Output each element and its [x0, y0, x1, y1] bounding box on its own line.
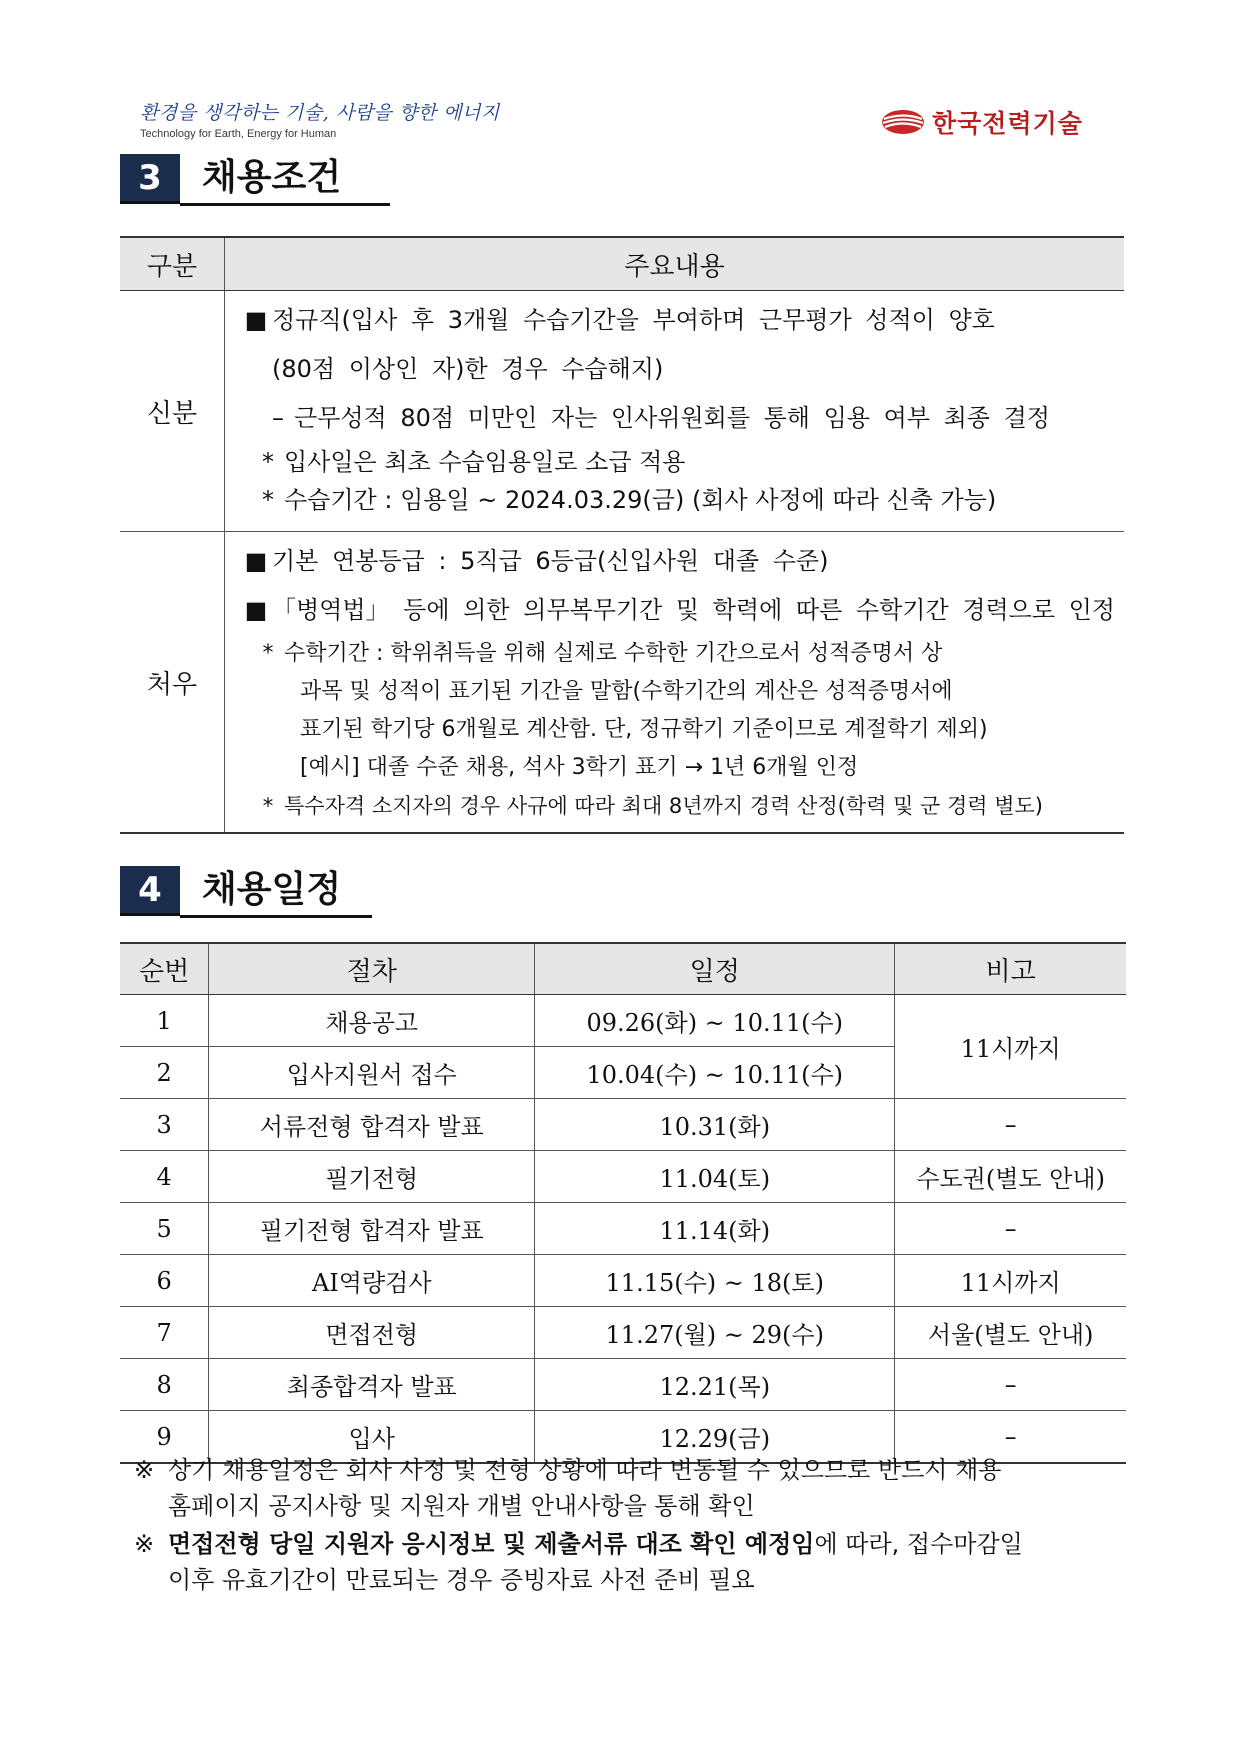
cell-date: 11.14(화)	[535, 1203, 895, 1255]
cell-remark: –	[895, 1099, 1126, 1151]
cell-date: 12.29(금)	[535, 1411, 895, 1464]
slogan-english: Technology for Earth, Energy for Human	[140, 128, 337, 140]
footnote-text: 에 따라, 접수마감일	[814, 1530, 1023, 1558]
content-line	[240, 443, 1115, 481]
content-line	[240, 296, 1115, 345]
cell-remark: 11시까지	[895, 1255, 1126, 1307]
cell-number: 6	[120, 1255, 209, 1307]
content-line	[240, 635, 1115, 673]
bullet: ■	[244, 547, 268, 575]
content-line	[240, 345, 1115, 394]
table-row	[120, 1359, 1126, 1411]
header-remark: 비고	[895, 943, 1126, 995]
footnote-bold-text: 면접전형 당일 지원자 응시정보 및 제출서류 대조 확인 예정임	[168, 1530, 815, 1558]
content-line	[240, 787, 1115, 825]
cell-remark: –	[1004, 1422, 1017, 1451]
line-text: 과목 및 성적이 표기된 기간을 말함(수학기간의 계산은 성적증명서에	[300, 679, 953, 704]
row-content	[225, 291, 1125, 532]
table-row	[120, 1255, 1126, 1307]
cell-procedure: 필기전형	[209, 1151, 535, 1203]
cell-number: 4	[120, 1151, 209, 1203]
cell-number: 8	[120, 1359, 209, 1411]
cell-number: 1	[120, 995, 209, 1047]
content-line	[240, 586, 1115, 635]
row-category: 처우	[120, 532, 225, 834]
table-header-row	[120, 943, 1126, 995]
cell-procedure: 채용공고	[209, 995, 535, 1047]
bullet: *	[262, 794, 274, 818]
footnote-1	[134, 1452, 1124, 1524]
bullet: *	[262, 486, 274, 514]
bullet: *	[262, 641, 274, 666]
line-text: 입사일은 최초 수습임용일로 소급 적용	[284, 448, 686, 476]
cell-remark: 서울(별도 안내)	[895, 1307, 1126, 1359]
cell-date: 10.31(화)	[535, 1099, 895, 1151]
cell-procedure: 서류전형 합격자 발표	[209, 1099, 535, 1151]
cell-remark: –	[895, 1203, 1126, 1255]
line-text: 표기된 학기당 6개월로 계산함. 단, 정규학기 기준이므로 계절학기 제외)	[300, 717, 988, 742]
footnote-2	[134, 1526, 1124, 1598]
cell-date: 10.04(수) ~ 10.11(수)	[535, 1047, 895, 1099]
company-logo	[880, 104, 1083, 140]
cell-number: 2	[120, 1047, 209, 1099]
header-category: 구분	[120, 237, 225, 291]
cell-procedure: AI역량검사	[209, 1255, 535, 1307]
line-text: 수학기간 : 학위취득을 위해 실제로 수학한 기간으로서 성적증명서 상	[284, 641, 943, 666]
header-date: 일정	[535, 943, 895, 995]
content-line	[240, 673, 1115, 711]
table-row	[120, 1151, 1126, 1203]
section-title: 채용조건	[180, 154, 390, 206]
content-line	[240, 711, 1115, 749]
bullet: ■	[244, 306, 268, 334]
section-4-heading	[120, 866, 372, 918]
table-row	[120, 532, 1124, 834]
cell-remark: –	[895, 1359, 1126, 1411]
section-number: 3	[120, 154, 180, 204]
table-row	[120, 995, 1126, 1047]
cell-number: 7	[120, 1307, 209, 1359]
cell-procedure: 입사지원서 접수	[209, 1047, 535, 1099]
schedule-table	[120, 942, 1126, 1464]
kepco-logo-icon	[880, 108, 926, 136]
header-content: 주요내용	[225, 237, 1125, 291]
table-row	[120, 1099, 1126, 1151]
line-text: 「병역법」 등에 의한 의무복무기간 및 학력에 따른 수학기간 경력으로 인정	[272, 596, 1115, 624]
header-procedure: 절차	[209, 943, 535, 995]
cell-date: 11.15(수) ~ 18(토)	[535, 1255, 895, 1307]
line-text: 근무성적 80점 미만인 자는 인사위원회를 통해 임용 여부 최종 결정	[294, 404, 1050, 432]
conditions-table	[120, 236, 1124, 834]
section-number: 4	[120, 866, 180, 916]
cell-procedure: 입사	[209, 1411, 535, 1464]
line-text: 기본 연봉등급 : 5직급 6등급(신입사원 대졸 수준)	[272, 547, 829, 575]
footnote-line	[134, 1526, 1124, 1562]
table-row	[120, 291, 1124, 532]
row-category: 신분	[120, 291, 225, 532]
cell-procedure: 면접전형	[209, 1307, 535, 1359]
line-text: 수습기간 : 임용일 ~ 2024.03.29(금) (회사 사정에 따라 신축 가능)	[284, 486, 997, 514]
section-3-heading	[120, 154, 390, 206]
line-text: 정규직(입사 후 3개월 수습기간을 부여하며 근무평가 성적이 양호	[272, 306, 995, 334]
row-content	[225, 532, 1125, 834]
line-text: 특수자격 소지자의 경우 사규에 따라 최대 8년까지 경력 산정(학력 및 군 경력 별도)	[284, 794, 1043, 818]
bullet: *	[262, 448, 274, 476]
cell-procedure: 최종합격자 발표	[209, 1359, 535, 1411]
footnote-line	[134, 1452, 1124, 1488]
slogan-korean: 환경을 생각하는 기술, 사람을 향한 에너지	[140, 102, 500, 124]
cell-remark: 수도권(별도 안내)	[895, 1151, 1126, 1203]
content-line	[240, 481, 1115, 519]
cell-number: 5	[120, 1203, 209, 1255]
bullet: –	[272, 404, 284, 432]
cell-number: 3	[120, 1099, 209, 1151]
logo-text: 한국전력기술	[932, 109, 1083, 138]
table-row	[120, 1203, 1126, 1255]
section-title: 채용일정	[180, 866, 372, 918]
content-line	[240, 537, 1115, 586]
content-line	[240, 749, 1115, 787]
reference-mark: ※	[134, 1530, 155, 1558]
cell-date: 12.21(목)	[535, 1359, 895, 1411]
line-text: [예시] 대졸 수준 채용, 석사 3학기 표기 → 1년 6개월 인정	[300, 755, 859, 780]
footnote-line: 홈페이지 공지사항 및 지원자 개별 안내사항을 통해 확인	[168, 1492, 755, 1520]
bullet: ■	[244, 596, 268, 624]
footnote-text: 상기 채용일정은 회사 사정 및 전형 상황에 따라 변동될 수 있으므로 반드시 채용	[168, 1456, 1002, 1484]
cell-date: 11.27(월) ~ 29(수)	[535, 1307, 895, 1359]
table-row	[120, 1307, 1126, 1359]
cell-number: 9	[120, 1411, 209, 1464]
header-number: 순번	[120, 943, 209, 995]
table-header-row	[120, 237, 1124, 291]
cell-procedure: 필기전형 합격자 발표	[209, 1203, 535, 1255]
cell-date: 11.04(토)	[535, 1151, 895, 1203]
cell-remark: 11시까지	[895, 995, 1126, 1099]
reference-mark: ※	[134, 1456, 155, 1484]
content-line	[240, 394, 1115, 443]
line-text: (80점 이상인 자)한 경우 수습해지)	[272, 355, 664, 383]
footnote-line: 이후 유효기간이 만료되는 경우 증빙자료 사전 준비 필요	[168, 1566, 755, 1594]
cell-date: 09.26(화) ~ 10.11(수)	[535, 995, 895, 1047]
